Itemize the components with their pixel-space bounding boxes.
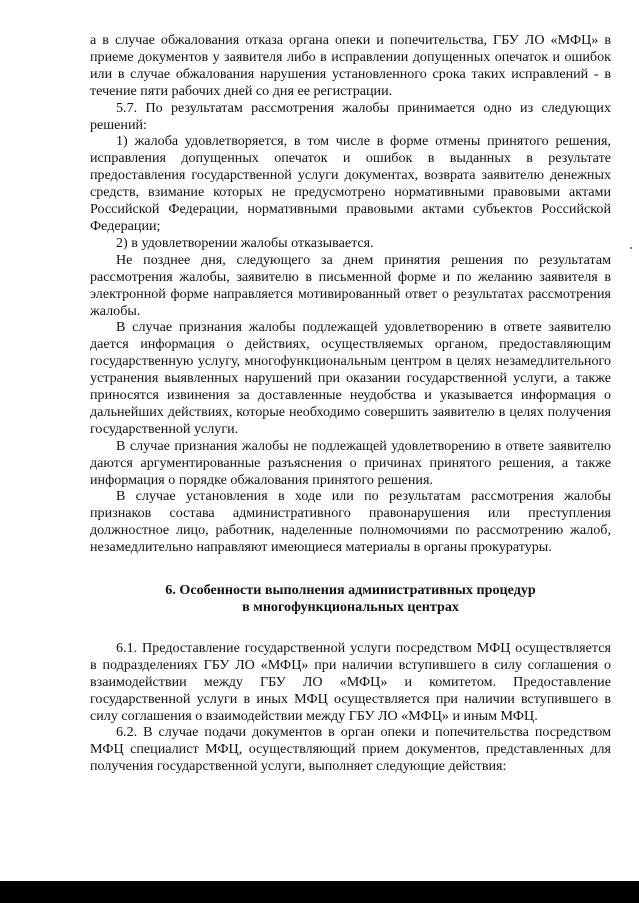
scan-bottom-edge — [0, 881, 639, 903]
list-item-2: 2) в удовлетворении жалобы отказывается. — [116, 234, 374, 251]
paragraph-response-deadline: Не позднее дня, следующего за днем принятия решения по результатам рассмотрения жалобы, заявителю в письменной форме и по желанию заявителя в электронной форме направляется мотивированный ответ о результатах рассмотрения жалобы. — [90, 251, 611, 319]
paragraph-6-2: 6.2. В случае подачи документов в орган опеки и попечительства посредством МФЦ специалист МФЦ, осуществляющий прием документов, представленных для получения государственной услуги, выполняет следующие действия: — [90, 724, 611, 775]
section-heading — [90, 582, 611, 616]
paragraph-prosecution: В случае установления в ходе или по результатам рассмотрения жалобы признаков состава административного правонарушения или преступления должностное лицо, работник, наделенные полномочиями по рассмотрению жалоб, незамедлительно направляют имеющиеся материалы в органы прокуратуры. — [90, 488, 611, 556]
paragraph-6-1: 6.1. Предоставление государственной услуги посредством МФЦ осуществляется в подразделениях ГБУ ЛО «МФЦ» при наличии вступившего в силу соглашения о взаимодействии между ГБУ ЛО «МФЦ» и комитетом. Предоставление государственной услуги в иных МФЦ осуществляется при наличии вступившего в силу соглашения о взаимодействии между ГБУ ЛО «МФЦ» и иным МФЦ. — [90, 639, 611, 724]
list-item-1: 1) жалоба удовлетворяется, в том числе в форме отмены принятого решения, исправления допущенных опечаток и ошибок в выданных в результате предоставления государственной услуги документах, возврата заявителю денежных средств, взимание которых не предусмотрено нормативными правовыми актами Российской Федерации, нормативными правовыми актами субъектов Российской Федерации; — [90, 133, 611, 234]
paragraph-5-7: 5.7. По результатам рассмотрения жалобы принимается одно из следующих решений: — [90, 99, 611, 133]
section-heading-line-2: в многофункциональных центрах — [242, 599, 459, 615]
paragraph-complaint-satisfied: В случае признания жалобы подлежащей удовлетворению в ответе заявителю дается информация о действиях, осуществляемых органом, предоставляющим государственную услугу, многофункциональным центром в целях незамедлительного устранения выявленных нарушений при оказании государственной услуги, а также приносятся извинения за доставленные неудобства и указывается информация о дальнейших действиях, которые необходимо совершить заявителю в целях получения государственной услуги. — [90, 319, 611, 437]
scan-speck — [630, 247, 632, 249]
paragraph-complaint-rejected: В случае признания жалобы не подлежащей удовлетворению в ответе заявителю даются аргументированные разъяснения о причинах принятого решения, а также информация о порядке обжалования принятого решения. — [90, 437, 611, 488]
document-page — [90, 32, 611, 775]
section-heading-line-1: 6. Особенности выполнения административных процедур — [165, 582, 536, 599]
paragraph-complaint-deadline: а в случае обжалования отказа органа опеки и попечительства, ГБУ ЛО «МФЦ» в приеме документов у заявителя либо в исправлении допущенных опечаток и ошибок или в случае обжалования нарушения установленного срока таких исправлений - в течение пяти рабочих дней со дня ее регистрации. — [90, 32, 611, 99]
